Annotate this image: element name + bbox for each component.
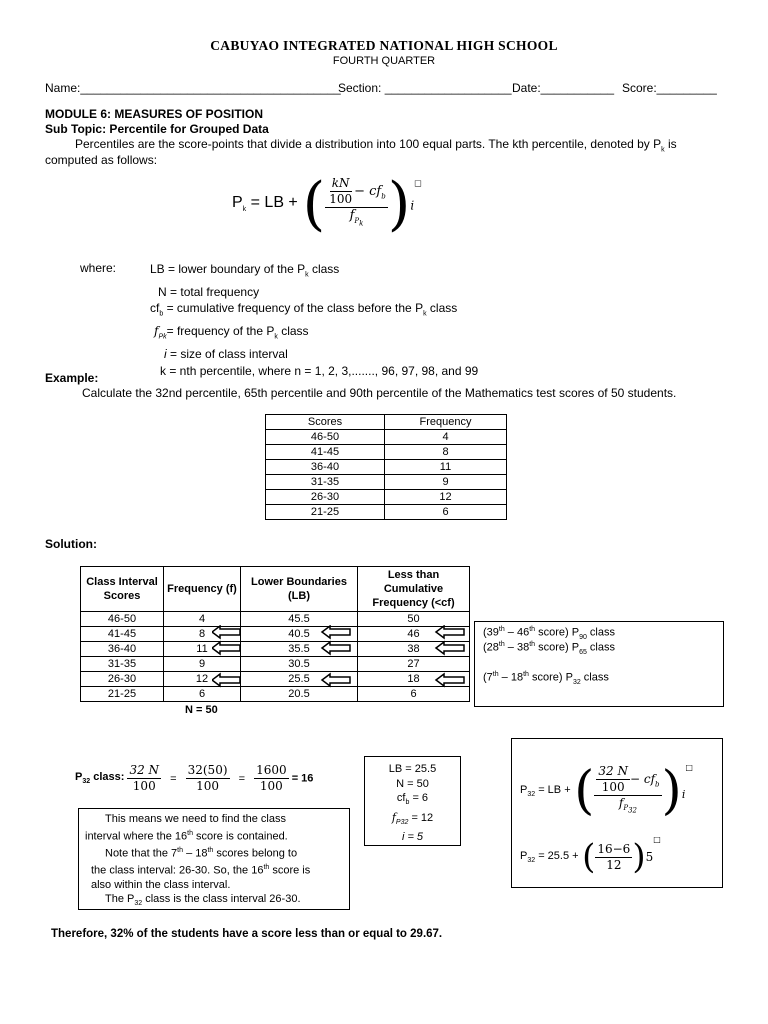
explanation-box: This means we need to find the class interval where the 16th score is contained. Note that the 7th – 18th scores belong to the class interval: 26-30. So, the 16th score is also within the class interval. The $P_{32}$ class is the class interval 26-30. bbox=[78, 808, 350, 910]
def-fpk: $f_{Pk}=$ frequency of the $P_k$ class bbox=[154, 324, 309, 341]
example-label: Example: bbox=[45, 371, 99, 385]
table-row: 41-45 8 40.5 46 bbox=[81, 627, 470, 642]
table-row: 26-30 12 bbox=[266, 490, 507, 505]
p32-substituted-formula: $P_{32} = 25.5$ + ( $\frac{16-6}{12}$ )5□ bbox=[520, 835, 661, 877]
table-row: 36-40 11 bbox=[266, 460, 507, 475]
p32-general-formula: $P_{32}$ = LB + ( $\frac{32 N}{100}$ − $cf_b$ $f_{P_{32}}$ )i□ bbox=[520, 761, 693, 821]
quarter-label: FOURTH QUARTER bbox=[332, 55, 436, 67]
def-n: N = total frequency bbox=[158, 284, 260, 299]
left-arrow-icon bbox=[436, 626, 464, 638]
module-title: MODULE 6: MEASURES OF POSITION bbox=[45, 107, 264, 121]
left-arrow-icon bbox=[436, 642, 464, 654]
table-row: 31-35 9 bbox=[266, 475, 507, 490]
def-i: i = size of class interval bbox=[164, 347, 288, 362]
left-arrow-icon bbox=[212, 642, 240, 654]
table-row: 46-50 4 45.5 50 bbox=[81, 612, 470, 627]
note-p65: (28th – 38th score) $P_{65}$ class bbox=[483, 641, 615, 656]
left-arrow-icon bbox=[436, 674, 464, 686]
def-cfb: $cf_b$ = cumulative frequency of the class before the $P_k$ class bbox=[150, 301, 458, 318]
col-scores: Scores bbox=[266, 415, 385, 430]
table-row: 46-50 4 bbox=[266, 430, 507, 445]
table-row: 41-45 8 bbox=[266, 445, 507, 460]
table-row: 21-25 6 bbox=[266, 505, 507, 520]
conclusion: Therefore, 32% of the students have a score less than or equal to 29.67. bbox=[51, 928, 443, 940]
score-field: Score:_________ bbox=[622, 81, 717, 95]
solution-label: Solution: bbox=[45, 537, 97, 551]
def-lb: LB = lower boundary of the $P_k$ class bbox=[150, 262, 340, 279]
date-field: Date:___________ bbox=[512, 81, 615, 95]
table-row: 26-30 12 25.5 18 bbox=[81, 672, 470, 687]
subtopic: Sub Topic: Percentile for Grouped Data bbox=[45, 122, 269, 136]
values-box: LB = 25.5 N = 50 $cf_b = 6$ $f_{P32} = 12$ i = 5 bbox=[364, 756, 461, 846]
note-p32: (7th – 18th score) $P_{32}$ class bbox=[483, 671, 609, 686]
p32-formula-box bbox=[511, 738, 723, 888]
def-k: k = nth percentile, where n = 1, 2, 3,......., 96, 97, 98, and 99 bbox=[160, 363, 479, 378]
p32-class-computation: $P_{32}$ class: $\frac{32 N}{100}$ = $\frac{32(50)}{100}$ = $\frac{1600}{100}$ = 16 bbox=[75, 763, 314, 793]
left-arrow-icon bbox=[322, 626, 350, 638]
n-total: N = 50 bbox=[185, 704, 218, 716]
class-notes-box bbox=[474, 621, 724, 707]
where-label: where: bbox=[80, 261, 117, 275]
col-class-interval: Class Interval Scores bbox=[81, 567, 164, 612]
left-arrow-icon bbox=[212, 674, 240, 686]
intro-paragraph: Percentiles are the score-points that divide a distribution into 100 equal parts. The kth percentile, denoted by $P_k$ is computed as follows: bbox=[45, 137, 677, 168]
col-cumulative: Less than Cumulative Frequency (<cf) bbox=[358, 567, 470, 612]
example-text: Calculate the 32nd percentile, 65th percentile and 90th percentile of the Mathematics test scores of 50 students. bbox=[82, 386, 677, 400]
name-field: Name:_______________________________________ bbox=[45, 81, 341, 95]
table-row: 31-35 9 30.5 27 bbox=[81, 657, 470, 672]
table-row: 21-25 6 20.5 6 bbox=[81, 687, 470, 702]
table-row: 36-40 11 35.5 38 bbox=[81, 642, 470, 657]
left-arrow-icon bbox=[322, 674, 350, 686]
note-p90: (39th – 46th score) $P_{90}$ class bbox=[483, 626, 615, 641]
left-arrow-icon bbox=[322, 642, 350, 654]
left-arrow-icon bbox=[212, 626, 240, 638]
section-field: Section: ___________________ bbox=[338, 81, 512, 95]
school-name: CABUYAO INTEGRATED NATIONAL HIGH SCHOOL bbox=[210, 38, 558, 53]
definitions-list bbox=[150, 261, 478, 379]
arrow-icons bbox=[212, 625, 472, 689]
percentile-formula: $P_k$ = LB + ( $\frac{kN}{100}$ − $cf_b$ $f_{P_k}$ )i□ bbox=[232, 169, 422, 238]
col-frequency: Frequency (f) bbox=[164, 567, 241, 612]
col-frequency: Frequency bbox=[385, 415, 507, 430]
scores-table bbox=[265, 414, 507, 520]
col-lower-boundary: Lower Boundaries (LB) bbox=[241, 567, 358, 612]
